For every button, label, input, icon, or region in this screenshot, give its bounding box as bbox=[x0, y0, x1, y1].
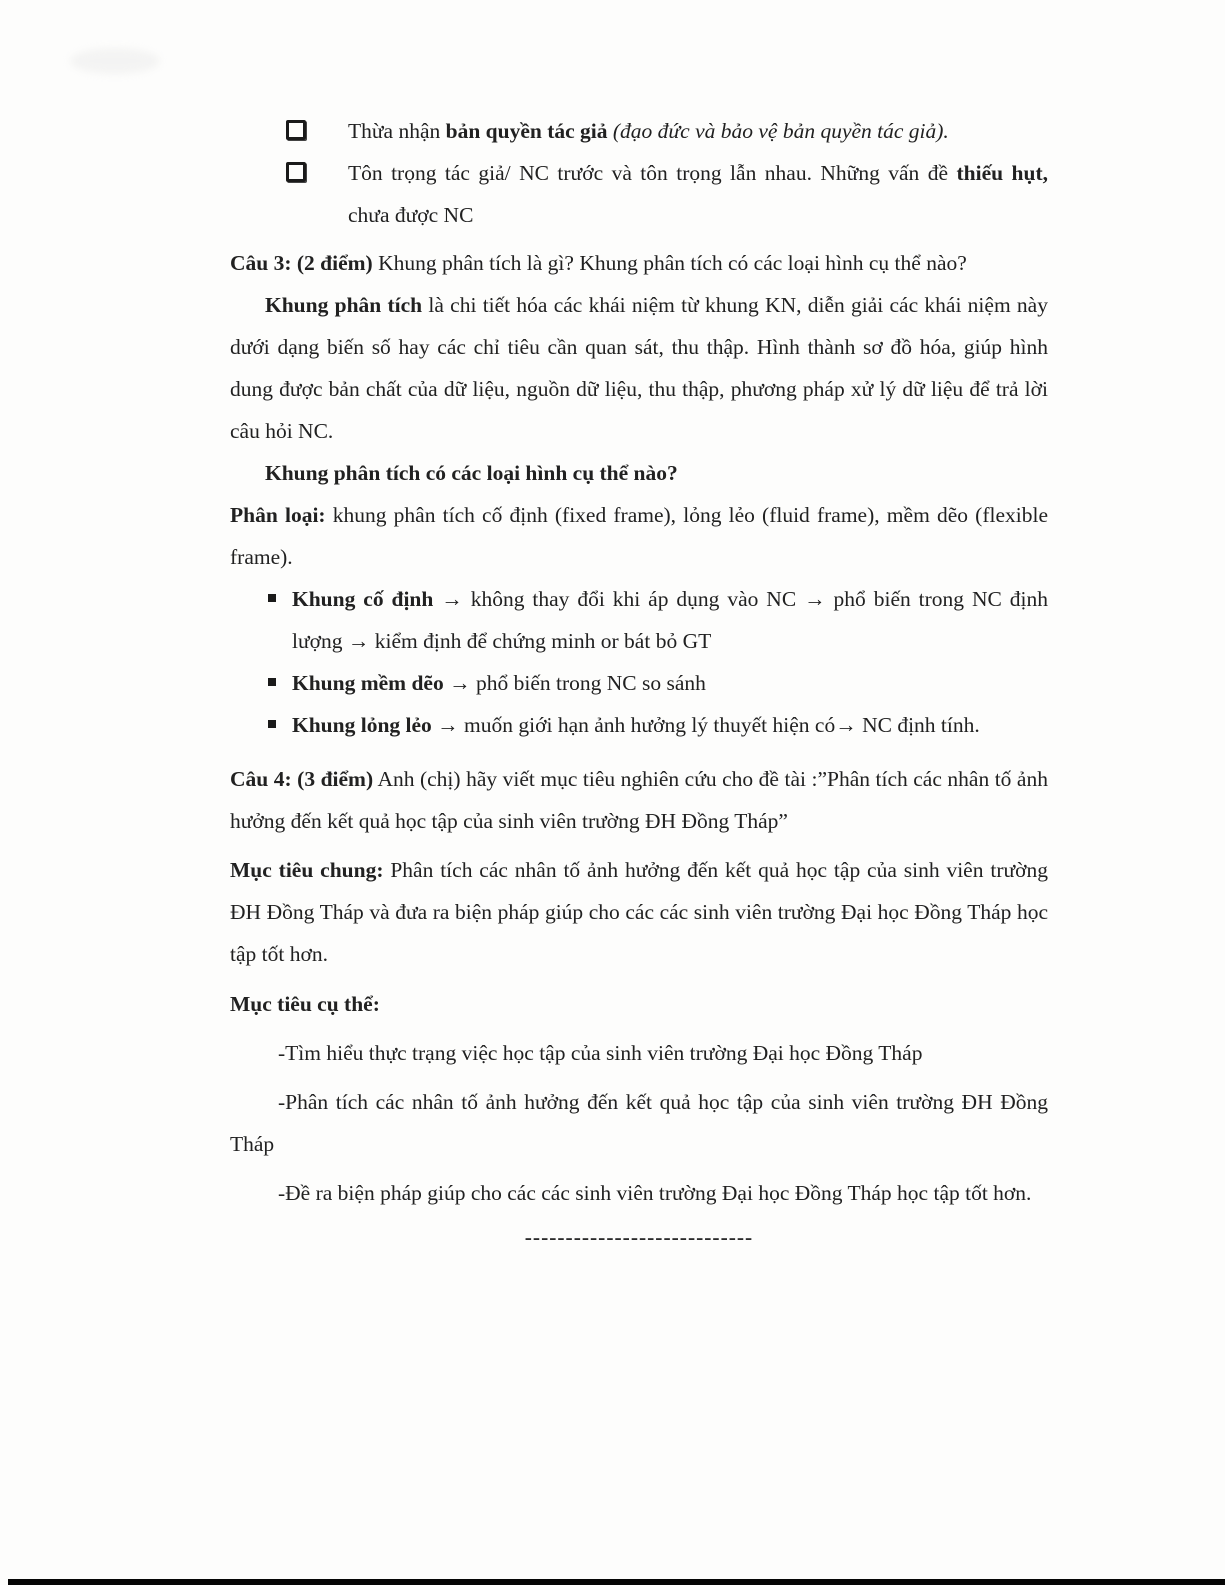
square-bullet-icon bbox=[268, 678, 276, 686]
answer-lead: Khung phân tích bbox=[265, 293, 423, 317]
answer-body: là chi tiết hóa các khái niệm từ khung KN, diễn giải các khái niệm này dưới dạng biến số hay các chỉ tiêu cần quan sát, thu thập. Hình thành sơ đồ hóa, giúp hình dung được bản chất của dữ liệu, nguồn dữ liệu, thu thập, phương pháp xử lý dữ liệu để trả lời câu hỏi NC. bbox=[230, 293, 1048, 443]
frame-description: → muốn giới hạn ảnh hưởng lý thuyết hiện có→ NC định tính. bbox=[431, 713, 980, 737]
checkbox-icon bbox=[286, 162, 306, 182]
objective-item: -Đề ra biện pháp giúp cho các các sinh viên trường Đại học Đồng Tháp học tập tốt hơn. bbox=[278, 1181, 1032, 1205]
square-bullet-icon bbox=[268, 594, 276, 602]
question-3-heading bbox=[230, 242, 1048, 284]
checklist-text-bold: bản quyền tác giả bbox=[445, 119, 613, 143]
question-4-text: Anh (chị) hãy viết mục tiêu nghiên cứu cho đề tài :”Phân tích các nhân tố ảnh hưởng đến kết quả học tập của sinh viên trường ĐH Đồng Tháp” bbox=[230, 767, 1048, 833]
question-4-heading bbox=[230, 758, 1048, 842]
checklist-text-italic: (đạo đức và bảo vệ bản quyền tác giả). bbox=[612, 119, 949, 143]
list-item bbox=[230, 662, 1048, 704]
frame-name: Khung lỏng lẻo bbox=[292, 713, 432, 737]
specific-objectives-list bbox=[230, 1032, 1048, 1214]
checkbox-icon bbox=[286, 120, 306, 140]
question-3-text: Khung phân tích là gì? Khung phân tích có các loại hình cụ thể nào? bbox=[372, 251, 967, 275]
question-4-label: Câu 4: (3 điểm) bbox=[230, 767, 374, 791]
list-item bbox=[230, 152, 1048, 236]
checklist-text-pre: Thừa nhận bbox=[348, 119, 446, 143]
list-item bbox=[230, 110, 1048, 152]
dashed-separator: ---------------------------- bbox=[524, 1225, 754, 1249]
classification-label: Phân loại: bbox=[230, 503, 326, 527]
ethics-checklist bbox=[230, 110, 1048, 236]
checklist-text bbox=[348, 110, 1048, 152]
question-3-subheading: Khung phân tích có các loại hình cụ thể nào? bbox=[265, 461, 678, 485]
objective-item: -Tìm hiểu thực trạng việc học tập của sinh viên trường Đại học Đồng Tháp bbox=[278, 1041, 923, 1065]
document-body bbox=[230, 110, 1048, 1258]
question-3-answer-paragraph bbox=[230, 284, 1048, 452]
frame-name: Khung cố định bbox=[292, 587, 434, 611]
general-objective-label: Mục tiêu chung: bbox=[230, 858, 384, 882]
objective-item: -Phân tích các nhân tố ảnh hưởng đến kết quả học tập của sinh viên trường ĐH Đồng Tháp bbox=[230, 1090, 1048, 1156]
specific-objectives-heading: Mục tiêu cụ thể: bbox=[230, 992, 380, 1016]
general-objective-text: Phân tích các nhân tố ảnh hưởng đến kết quả học tập của sinh viên trường ĐH Đồng Tháp và đưa ra biện pháp giúp cho các các sinh viên trường Đại học Đồng Tháp học tập tốt hơn. bbox=[230, 858, 1048, 966]
list-item bbox=[230, 578, 1048, 662]
scan-artifact bbox=[70, 48, 160, 74]
checklist-text-post: chưa được NC bbox=[348, 203, 474, 227]
frame-type-list bbox=[230, 578, 1048, 746]
list-item bbox=[230, 704, 1048, 746]
checklist-text-bold: thiếu hụt, bbox=[956, 161, 1048, 185]
classification-text: khung phân tích cố định (fixed frame), lỏng lẻo (fluid frame), mềm dẽo (flexible frame). bbox=[230, 503, 1048, 569]
square-bullet-icon bbox=[268, 720, 276, 728]
checklist-text-pre: Tôn trọng tác giả/ NC trước và tôn trọng lẫn nhau. Những vấn đề bbox=[348, 161, 957, 185]
question-3-label: Câu 3: (2 điểm) bbox=[230, 251, 373, 275]
frame-description: → không thay đổi khi áp dụng vào NC → phổ biến trong NC định lượng → kiểm định để chứng minh or bát bỏ GT bbox=[292, 587, 1049, 653]
general-objective-paragraph bbox=[230, 849, 1048, 975]
frame-name: Khung mềm dẽo bbox=[292, 671, 444, 695]
checklist-text bbox=[348, 152, 1048, 236]
scanner-edge-bar bbox=[8, 1579, 1225, 1585]
frame-description: → phổ biến trong NC so sánh bbox=[443, 671, 706, 695]
classification-paragraph bbox=[230, 494, 1048, 578]
